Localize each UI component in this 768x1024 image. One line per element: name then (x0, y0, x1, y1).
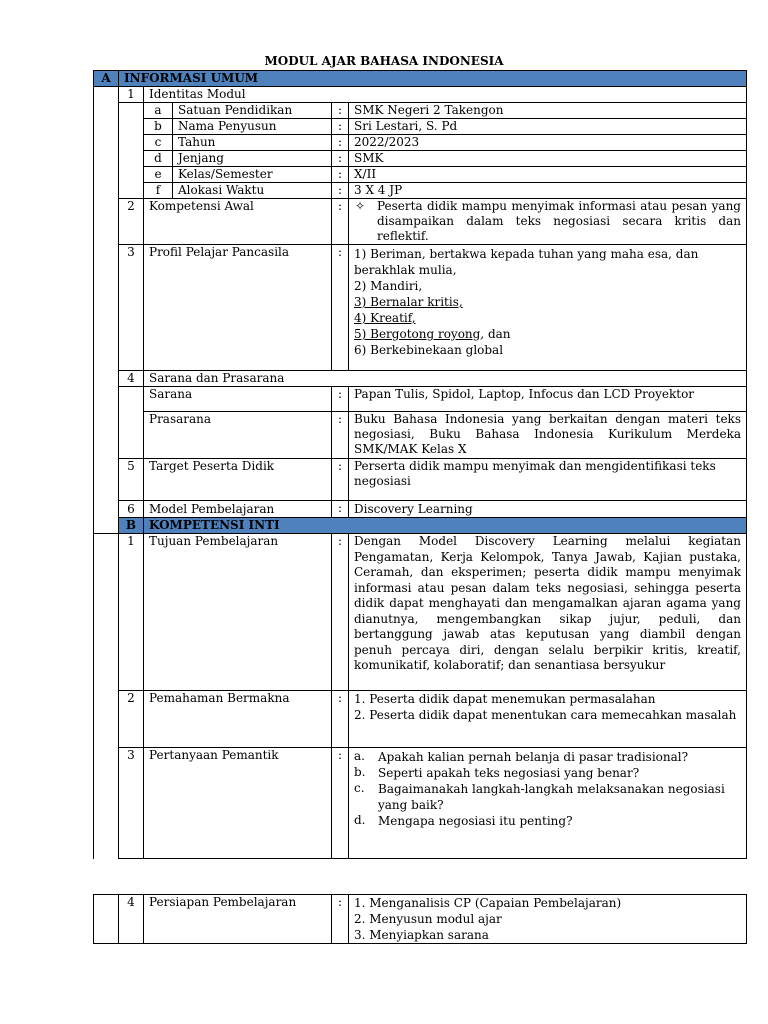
section-label: INFORMASI UMUM (119, 71, 747, 87)
row-value (349, 895, 747, 944)
prasarana-row (94, 412, 747, 459)
row-label: Pertanyaan Pemantik (144, 748, 332, 859)
row-value: Discovery Learning (349, 501, 747, 518)
kompetensi-awal-text: Peserta didik mampu menyimak informasi atau pesan yang disampaikan dalam teks negosiasi secara kritis dan reflektif. (377, 199, 741, 243)
identitas-sub-row (94, 119, 747, 135)
sub-label: Alokasi Waktu (173, 183, 332, 199)
profil-item-text: 5) Bergotong royong (354, 327, 481, 341)
row-label: Kompetensi Awal (144, 199, 332, 245)
identitas-sub-row (94, 135, 747, 151)
identitas-sub-row (94, 151, 747, 167)
kompetensi-awal-row (94, 199, 747, 245)
item-text: Seperti apakah teks negosiasi yang benar? (378, 766, 640, 780)
item-text: Apakah kalian pernah belanja di pasar tradisional? (378, 750, 689, 764)
section-letter: B (119, 518, 144, 534)
row-number: 2 (119, 199, 144, 245)
colon: : (332, 691, 349, 748)
section-letter: A (94, 71, 119, 87)
colon: : (332, 895, 349, 944)
row-label: Prasarana (144, 412, 332, 459)
pemahaman-item: 2. Peserta didik dapat menentukan cara memecahkan masalah (354, 708, 737, 722)
profil-item: 4) Kreatif, (354, 311, 416, 325)
spacer-cell (119, 103, 144, 199)
colon: : (332, 387, 349, 412)
item-key: b. (354, 765, 366, 779)
row-value (349, 748, 747, 859)
spacer-cell (94, 534, 119, 859)
sub-key: f (144, 183, 173, 199)
sub-value: 3 X 4 JP (349, 183, 747, 199)
profil-item: 6) Berkebinekaan global (354, 343, 504, 357)
pertanyaan-item (354, 749, 741, 765)
row-label: Profil Pelajar Pancasila (144, 245, 332, 371)
row-number: 5 (119, 459, 144, 501)
colon: : (332, 534, 349, 691)
row-value: Perserta didik mampu menyimak dan mengidentifikasi teks negosiasi (349, 459, 747, 501)
section-b-header (94, 518, 747, 534)
diamond-bullet-icon: ✧ (355, 199, 366, 213)
profil-item (354, 326, 741, 342)
module-table-continued (93, 894, 747, 944)
colon: : (332, 459, 349, 501)
row-value: Dengan Model Discovery Learning melalui kegiatan Pengamatan, Kerja Kelompok, Tanya Jawab, Kajian pustaka, Ceramah, dan eksperimen; peserta didik mampu menyimak informasi atau pesan dalam teks negosiasi, sehingga peserta didik dapat menghayati dan mengamalkan ajaran agama yang dianutnya, mengembangkan sikap jujur, peduli, dan bertanggung jawab atas keputusan yang diambil dengan penuh percaya diri, dengan selalu berpikir kritis, kreatif, komunikatif, kolaboratif; dan senantiasa bersyukur (349, 534, 747, 691)
row-number: 3 (119, 245, 144, 371)
identitas-sub-row (94, 103, 747, 119)
spacer-cell (119, 387, 144, 459)
row-label: Persiapan Pembelajaran (144, 895, 332, 944)
sarpras-row (94, 371, 747, 387)
colon: : (332, 167, 349, 183)
row-number: 6 (119, 501, 144, 518)
persiapan-row (94, 895, 747, 944)
sub-label: Tahun (173, 135, 332, 151)
colon: : (332, 748, 349, 859)
row-label: Model Pembelajaran (144, 501, 332, 518)
target-row (94, 459, 747, 501)
pemahaman-item: 1. Peserta didik dapat menemukan permasalahan (354, 692, 656, 706)
pemahaman-row (94, 691, 747, 748)
sub-label: Jenjang (173, 151, 332, 167)
identitas-sub-row (94, 167, 747, 183)
row-number: 2 (119, 691, 144, 748)
row-number: 1 (119, 534, 144, 691)
persiapan-item: 3. Menyiapkan sarana (354, 928, 489, 942)
row-label: Target Peserta Didik (144, 459, 332, 501)
row-number: 4 (119, 895, 144, 944)
colon: : (332, 135, 349, 151)
row-value (349, 245, 747, 371)
item-text: Bagaimanakah langkah-langkah melaksanakan negosiasi yang baik? (378, 782, 725, 812)
colon: : (332, 119, 349, 135)
sub-label: Nama Penyusun (173, 119, 332, 135)
sub-key: e (144, 167, 173, 183)
row-number: 1 (119, 87, 144, 103)
tujuan-row (94, 534, 747, 691)
colon: : (332, 151, 349, 167)
spacer-cell (94, 895, 119, 944)
page-title: MODUL AJAR BAHASA INDONESIA (264, 54, 504, 68)
profil-item-suffix: , dan (480, 327, 511, 341)
row-label: Identitas Modul (144, 87, 747, 103)
module-table (93, 70, 747, 859)
sarana-row (94, 387, 747, 412)
sub-key: c (144, 135, 173, 151)
sub-value: SMK Negeri 2 Takengon (349, 103, 747, 119)
sub-value: X/II (349, 167, 747, 183)
sub-key: b (144, 119, 173, 135)
sub-label: Satuan Pendidikan (173, 103, 332, 119)
pertanyaan-item (354, 781, 741, 813)
profil-row (94, 245, 747, 371)
item-key: a. (354, 749, 365, 763)
row-value: Buku Bahasa Indonesia yang berkaitan dengan materi teks negosiasi, Buku Bahasa Indonesia Kurikulum Merdeka SMK/MAK Kelas X (349, 412, 747, 459)
section-a-header (94, 71, 747, 87)
sub-label: Kelas/Semester (173, 167, 332, 183)
row-value (349, 691, 747, 748)
sub-key: d (144, 151, 173, 167)
persiapan-item: 2. Menyusun modul ajar (354, 912, 502, 926)
identitas-sub-row (94, 183, 747, 199)
spacer-cell (94, 87, 119, 534)
identitas-row (94, 87, 747, 103)
colon: : (332, 199, 349, 245)
row-label: Sarana (144, 387, 332, 412)
row-number: 4 (119, 371, 144, 387)
colon: : (332, 412, 349, 459)
row-label: Pemahaman Bermakna (144, 691, 332, 748)
row-value (349, 199, 747, 245)
pertanyaan-item (354, 765, 741, 781)
row-number: 3 (119, 748, 144, 859)
row-value: Papan Tulis, Spidol, Laptop, Infocus dan LCD Proyektor (349, 387, 747, 412)
sub-key: a (144, 103, 173, 119)
sub-value: 2022/2023 (349, 135, 747, 151)
section-label: KOMPETENSI INTI (144, 518, 747, 534)
profil-item: 3) Bernalar kritis, (354, 295, 463, 309)
profil-item: 1) Beriman, bertakwa kepada tuhan yang maha esa, dan berakhlak mulia, (354, 247, 699, 277)
colon: : (332, 501, 349, 518)
colon: : (332, 245, 349, 371)
sub-value: Sri Lestari, S. Pd (349, 119, 747, 135)
pertanyaan-row (94, 748, 747, 859)
item-key: d. (354, 813, 366, 827)
sub-value: SMK (349, 151, 747, 167)
row-label: Sarana dan Prasarana (144, 371, 747, 387)
pertanyaan-item (354, 813, 741, 829)
persiapan-item: 1. Menganalisis CP (Capaian Pembelajaran) (354, 896, 622, 910)
item-text: Mengapa negosiasi itu penting? (378, 814, 573, 828)
row-label: Tujuan Pembelajaran (144, 534, 332, 691)
colon: : (332, 103, 349, 119)
item-key: c. (354, 781, 365, 795)
profil-item: 2) Mandiri, (354, 279, 423, 293)
colon: : (332, 183, 349, 199)
model-row (94, 501, 747, 518)
